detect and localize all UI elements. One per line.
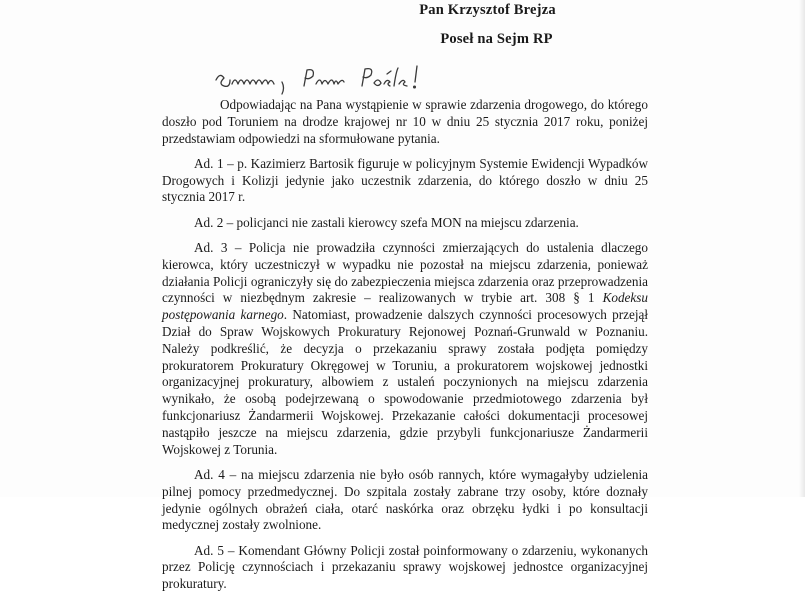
paragraph-ad-3-part-1: Ad. 3 – Policja nie prowadziła czynności zmierzających do ustalenia dlaczego kierowca, który uczestniczył w wypadku nie pozostał na miejscu zdarzenia, ponieważ działania Policji ograniczyły się do zabezpieczenia miejsca zdarzenia oraz przeprowadzenia czynności w niezbędnym zakresie – realizowanych w trybie art. 308 § 1 (162, 240, 648, 306)
paragraph-ad-4: Ad. 4 – na miejscu zdarzenia nie było osób rannych, które wymagałyby udzielenia pilnej pomocy przedmedycznej. Do szpitala zostały zabrane trzy osoby, które doznały jedynie ogólnych obrażeń ciała, otarć naskórka oraz obrzęku łydki i po konsultacji medycznej zostały zwolnione. (162, 466, 648, 533)
paragraph-ad-5: Ad. 5 – Komendant Główny Policji został poinformowany o zdarzeniu, wykonanych przez Policję czynnościach i przekazaniu sprawy wojskowej jednostce organizacyjnej prokuratury. (162, 542, 648, 592)
recipient-title: Poseł na Sejm RP (440, 31, 553, 47)
letter-body (162, 97, 648, 602)
handwritten-salutation-drawing (212, 62, 432, 98)
recipient-name: Pan Krzysztof Brejza (419, 2, 556, 18)
paragraph-ad-2: Ad. 2 – policjanci nie zastali kierowcy szefa MON na miejscu zdarzenia. (194, 214, 579, 230)
paragraph-intro: Odpowiadając na Pana wystąpienie w sprawie zdarzenia drogowego, do którego doszło pod Toruniem na drodze krajowej nr 10 w dniu 25 stycznia 2017 roku, poniżej przedstawiam odpowiedzi na sformułowane pytania. (162, 97, 648, 146)
paragraph-ad-3-part-2: . Natomiast, prowadzenie dalszych czynności procesowych przejął Dział do Spraw Wojskowych Prokuratury Rejonowej Poznań-Grunwald w Poznaniu. Należy podkreślić, że decyzja o przekazaniu sprawy została podjęta pomiędzy prokuratorem Prokuratury Okręgowej w Toruniu, a prokuratorem wojskowej jednostki organizacyjnej prokuratury, albowiem z ustaleń poczynionych na miejscu zdarzenia wynikało, że osobą podejrzewaną o spowodowanie przedmiotowego zdarzenia był funkcjonariusz Żandarmerii Wojskowej. Przekazanie całości dokumentacji procesowej nastąpiło jeszcze na miejscu zdarzenia, gdzie przybyli funkcjonariusze Żandarmerii Wojskowej z Torunia. (162, 307, 649, 457)
scan-edge-shadow (799, 0, 805, 497)
paragraph-ad-3-code-reference: Kodeksu postępowania karnego (162, 290, 648, 323)
paragraph-ad-3 (162, 240, 648, 458)
paragraph-ad-1: Ad. 1 – p. Kazimierz Bartosik figuruje w policyjnym Systemie Ewidencji Wypadków Drogowych i Kolizji jedynie jako uczestnik zdarzenia, do którego doszło w dniu 25 stycznia 2017 r. (162, 155, 648, 205)
handwritten-salutation (212, 62, 432, 98)
